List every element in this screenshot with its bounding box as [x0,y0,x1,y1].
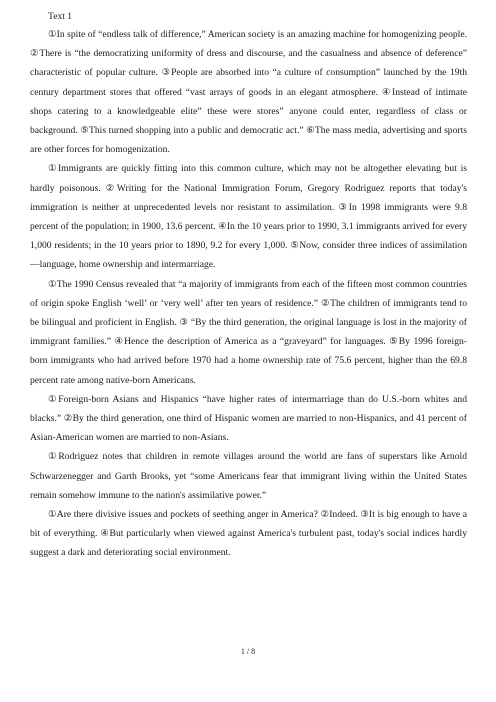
paragraph-immigrants-fitting-in: ①Immigrants are quickly fitting into this common culture, which may not be altogether elevating but is hardly poisonous. ②Writing for the National Immigration Forum, Gregory Rodriguez reports that today's immigration is neither at unprecedented levels nor resistant to assimilation. ③In 1998 immigrants were 9.8 percent of the population; in 1900, 13.6 percent. ④In the 10 years prior to 1990, 3.1 immigrants arrived for every 1,000 residents; in the 10 years prior to 1890, 9.2 for every 1,000. ⑤Now, consider three indices of assimilation—language, home ownership and intermarriage. [30,163,467,271]
page-number: 1 / 8 [240,647,256,656]
document-title: Text 1 [48,11,73,22]
paragraph-homogenization: ①In spite of “endless talk of difference,” American society is an amazing machine for homogenizing people. ②There is “the democratizing uniformity of dress and discourse, and the casualness and absence of deference” characteristic of popular culture. ③People are absorbed into “a culture of consumption” launched by the 19th century department stores that offered “vast arrays of goods in an elegant atmosphere. ④Instead of intimate shops catering to a knowledgeable elite” these were stores” anyone could enter, regardless of class or background. ⑤This turned shopping into a public and democratic act.” ⑥The mass media, advertising and sports are other forces for homogenization. [30,29,467,156]
document-page [30,11,467,563]
paragraph-language-home-ownership: ①The 1990 Census revealed that “a majority of immigrants from each of the fifteen most common countries of origin spoke English ‘well’ or ‘very well’ after ten years of residence.” ②The children of immigrants tend to be bilingual and proficient in English. ③ “By the third generation, the original language is lost in the majority of immigrant families.” ④Hence the description of America as a “graveyard” for languages. ⑤By 1996 foreign-born immigrants who had arrived before 1970 had a home ownership rate of 75.6 percent, higher than the 69.8 percent rate among native-born Americans. [30,278,467,386]
paragraph-conclusion: ①Are there divisive issues and pockets of seething anger in America? ②Indeed. ③It is big enough to have a bit of everything. ④But particularly when viewed against America's turbulent past, today's social indices hardly suggest a dark and deteriorating social environment. [30,509,467,559]
paragraph-superstars: ①Rodriguez notes that children in remote villages around the world are fans of superstars like Arnold Schwarzenegger and Garth Brooks, yet “some Americans fear that immigrant living within the United States remain somehow immune to the nation's assimilative power.” [30,451,467,501]
paragraph-intermarriage: ①Foreign-born Asians and Hispanics “have higher rates of intermarriage than do U.S.-born whites and blacks.” ②By the third generation, one third of Hispanic women are married to non-Hispanics, and 41 percent of Asian-American women are married to non-Asians. [30,393,467,444]
